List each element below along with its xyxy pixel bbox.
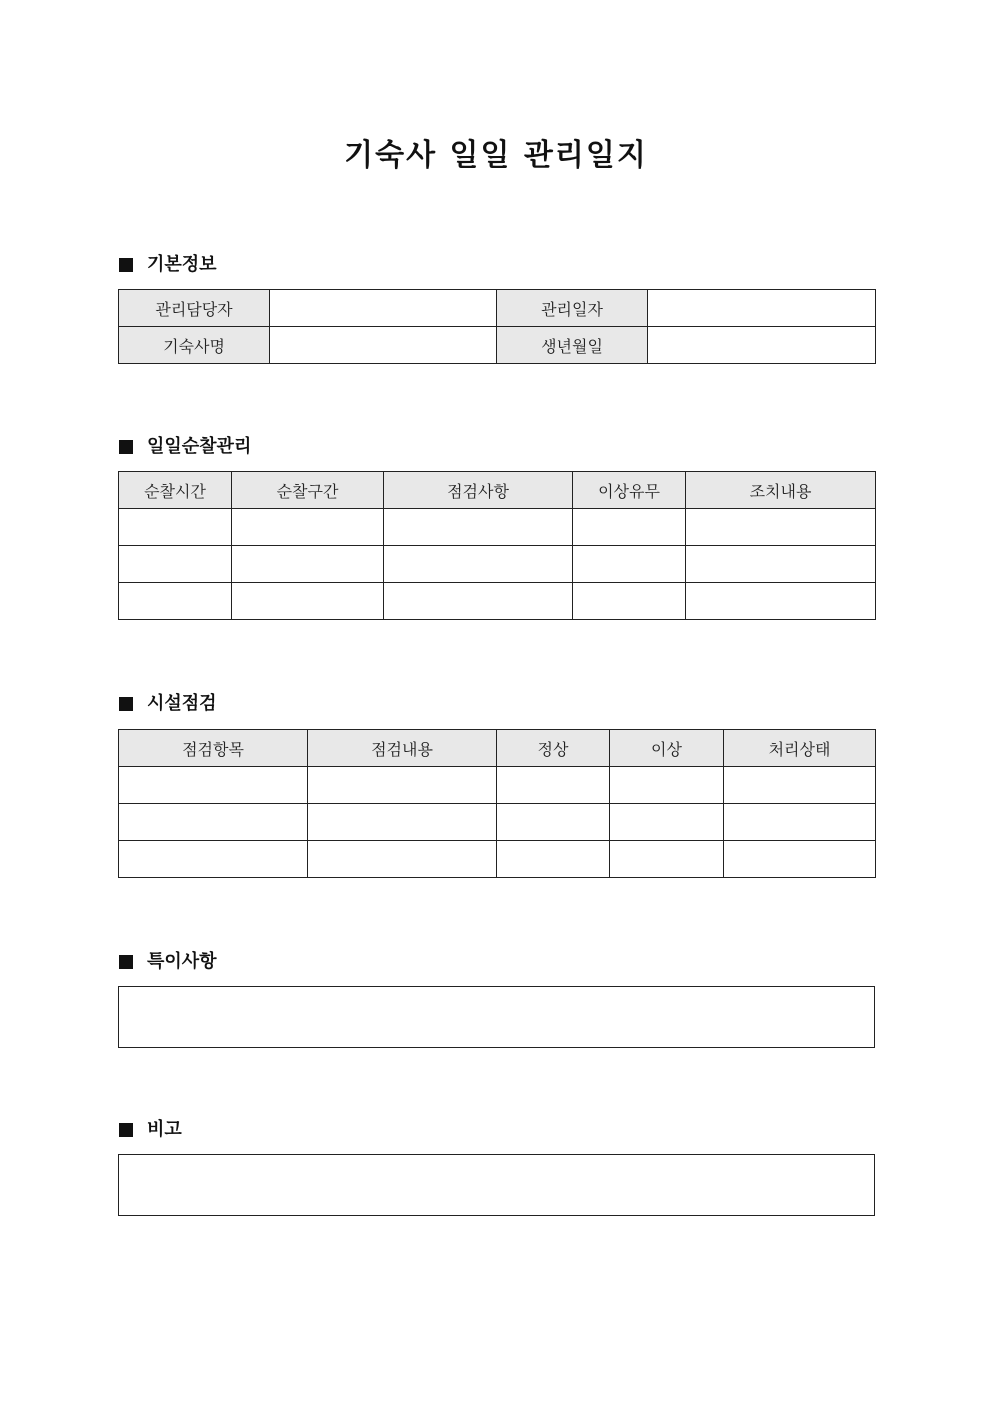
column-header: 점검항목: [119, 730, 308, 767]
section-facility-title: 시설점검: [147, 693, 217, 714]
table-row: [119, 546, 876, 583]
manager-label: 관리담당자: [119, 290, 270, 327]
table-row: [119, 767, 876, 804]
table-cell[interactable]: [497, 804, 610, 841]
table-cell[interactable]: [724, 841, 876, 878]
remarks-textarea[interactable]: [118, 1154, 875, 1216]
table-row: [119, 583, 876, 620]
column-header: 점검내용: [308, 730, 497, 767]
table-cell[interactable]: [686, 509, 876, 546]
notes-textarea[interactable]: [118, 986, 875, 1048]
section-basic-title: 기본정보: [147, 254, 217, 275]
square-bullet-icon: [119, 258, 133, 272]
column-header: 점검사항: [384, 472, 573, 509]
table-row: [119, 327, 876, 364]
table-cell[interactable]: [232, 583, 384, 620]
table-cell[interactable]: [610, 804, 724, 841]
column-header: 순찰시간: [119, 472, 232, 509]
table-cell[interactable]: [686, 546, 876, 583]
square-bullet-icon: [119, 440, 133, 454]
birth-field[interactable]: [648, 327, 876, 364]
table-cell[interactable]: [308, 841, 497, 878]
column-header: 이상: [610, 730, 724, 767]
table-cell[interactable]: [232, 546, 384, 583]
table-cell[interactable]: [573, 546, 686, 583]
page-title: 기숙사 일일 관리일지: [344, 138, 648, 173]
section-basic-heading: [119, 253, 217, 277]
dorm-field[interactable]: [270, 327, 497, 364]
table-cell[interactable]: [610, 767, 724, 804]
table-cell[interactable]: [232, 509, 384, 546]
table-cell[interactable]: [724, 767, 876, 804]
square-bullet-icon: [119, 1123, 133, 1137]
table-cell[interactable]: [724, 804, 876, 841]
patrol-table: [118, 471, 876, 620]
table-cell[interactable]: [119, 841, 308, 878]
table-cell[interactable]: [573, 583, 686, 620]
date-field[interactable]: [648, 290, 876, 327]
section-notes-title: 특이사항: [147, 951, 217, 972]
table-row: [119, 509, 876, 546]
table-cell[interactable]: [384, 583, 573, 620]
square-bullet-icon: [119, 697, 133, 711]
section-remarks-heading: [119, 1118, 182, 1142]
table-header-row: [119, 730, 876, 767]
table-cell[interactable]: [119, 804, 308, 841]
birth-label: 생년월일: [497, 327, 648, 364]
section-remarks-title: 비고: [147, 1119, 182, 1140]
column-header: 정상: [497, 730, 610, 767]
column-header: 이상유무: [573, 472, 686, 509]
table-cell[interactable]: [119, 546, 232, 583]
table-cell[interactable]: [119, 583, 232, 620]
manager-field[interactable]: [270, 290, 497, 327]
date-label: 관리일자: [497, 290, 648, 327]
table-cell[interactable]: [384, 546, 573, 583]
table-cell[interactable]: [119, 509, 232, 546]
table-row: [119, 841, 876, 878]
basic-info-table: [118, 289, 876, 364]
table-cell[interactable]: [384, 509, 573, 546]
table-cell[interactable]: [573, 509, 686, 546]
table-row: [119, 290, 876, 327]
dorm-label: 기숙사명: [119, 327, 270, 364]
square-bullet-icon: [119, 955, 133, 969]
table-cell[interactable]: [497, 841, 610, 878]
table-cell[interactable]: [308, 767, 497, 804]
table-header-row: [119, 472, 876, 509]
section-patrol-title: 일일순찰관리: [147, 436, 252, 457]
table-cell[interactable]: [119, 767, 308, 804]
facility-table: [118, 729, 876, 878]
column-header: 순찰구간: [232, 472, 384, 509]
table-cell[interactable]: [610, 841, 724, 878]
section-patrol-heading: [119, 435, 251, 459]
table-cell[interactable]: [308, 804, 497, 841]
section-notes-heading: [119, 950, 217, 974]
table-cell[interactable]: [686, 583, 876, 620]
column-header: 처리상태: [724, 730, 876, 767]
section-facility-heading: [119, 692, 217, 716]
table-cell[interactable]: [497, 767, 610, 804]
column-header: 조치내용: [686, 472, 876, 509]
table-row: [119, 804, 876, 841]
